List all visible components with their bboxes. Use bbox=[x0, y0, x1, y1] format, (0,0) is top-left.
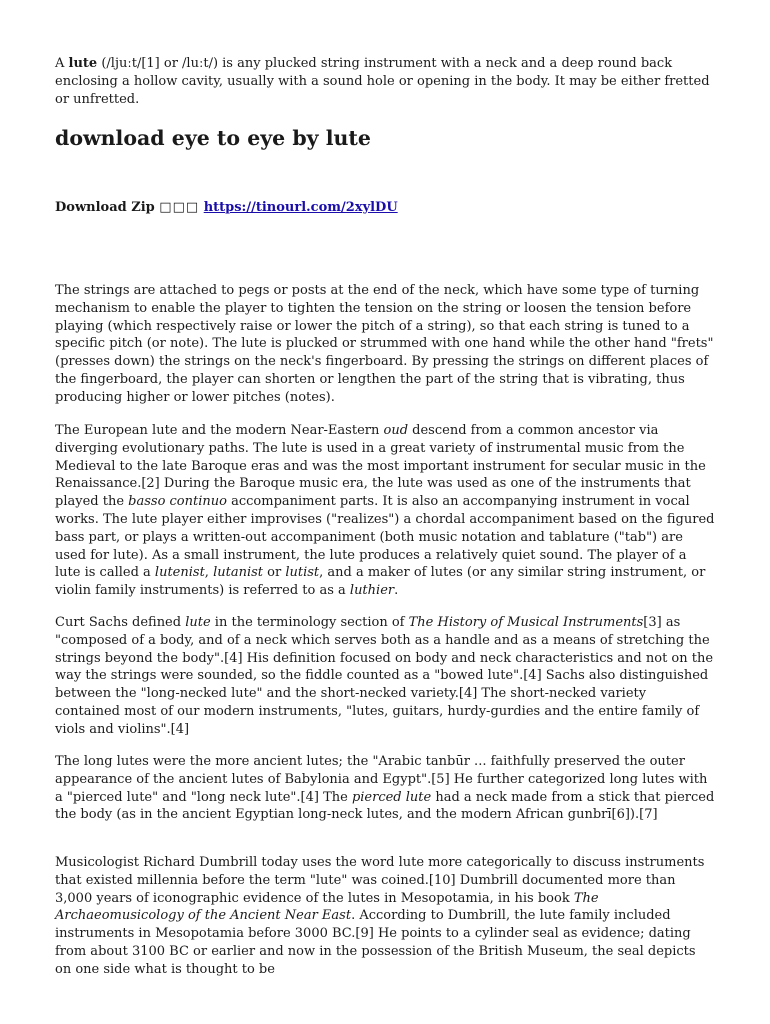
italic-term: pierced lute bbox=[351, 789, 432, 805]
paragraph-strings: The strings are attached to pegs or posts at the end of the neck, which have some type of turning mechanism to enable the player to tighten the tension on the string or loosen the tension before playing (which respectively raise or lower the pitch of a string), so that each string is tuned to a specific pitch (or note). The lute is plucked or strummed with one hand while the other hand "frets" (presses down) the strings on the neck's fingerboard. By pressing the strings on different places of the fingerboard, the player can shorten or lengthen the part of the string that is vibrating, thus producing higher or lower pitches (notes). bbox=[55, 283, 714, 405]
text-segment: , and a maker of lutes (or any similar string instrument, or violin family instruments) is referred to as a bbox=[55, 565, 706, 599]
text-segment: , bbox=[204, 565, 214, 581]
intro-text-rest: (/ljuːt/[1] or /luːt/) is any plucked string instrument with a neck and a deep round back enclosing a hollow cavity, usually with a sound hole or opening in the body. It may be either fretted or unfretted. bbox=[55, 56, 710, 107]
text-segment: The European lute and the modern Near-Eastern bbox=[55, 423, 384, 438]
text-segment: Curt Sachs defined bbox=[55, 615, 186, 630]
paragraph-curt-sachs bbox=[55, 614, 715, 739]
intro-paragraph bbox=[55, 55, 715, 108]
text-segment: Musicologist Richard Dumbrill today uses the word lute more categorically to discuss instruments that existed millennia before the term "lute" was coined.[10] Dumbrill documented more than 3,000 years of iconographic evidence of the lutes in Mesopotamia, in his book bbox=[55, 855, 705, 906]
paragraph-long-lutes bbox=[55, 753, 715, 824]
download-line bbox=[55, 199, 715, 217]
text-segment: had a neck made from a stick that pierced the body (as in the ancient Egyptian long-neck lutes, and the modern African gunbrī[6]).[7] bbox=[55, 789, 715, 823]
italic-book-title: The Archaeomusicology of the Ancient Near East bbox=[55, 890, 599, 924]
italic-term: basso continuo bbox=[128, 494, 227, 510]
text-segment: accompaniment parts. It is also an accompanying instrument in vocal works. The lute player either improvises ("realizes") a chordal accompaniment based on the figured bass part, or plays a written-out accompaniment (both music notation and tablature ("tab") are used for lute). As a small instrument, the lute produces a relatively quiet sound. The player of a lute is called a bbox=[55, 494, 715, 581]
italic-term: lutist bbox=[285, 565, 320, 581]
intro-text: A bbox=[55, 56, 69, 71]
download-label: Download Zip bbox=[55, 200, 155, 215]
text-segment: [3] as "composed of a body, and of a neck which serves both as a handle and as a means of stretching the strings beyond the body".[4] His definition focused on body and neck characteristics and not on the way the strings were sounded, so the fiddle counted as a "bowed lute".[4] Sachs also distinguished between the "long-necked lute" and the short-necked variety.[4] The short-necked variety contained most of our modern instruments, "lutes, guitars, hurdy-gurdies and the entire family of viols and violins".[4] bbox=[55, 615, 714, 737]
paragraph-european-lute bbox=[55, 422, 715, 600]
intro-term-lute: lute bbox=[68, 56, 98, 71]
text-segment: The long lutes were the more ancient lutes; the "Arabic tanbūr ... faithfully preserved the outer appearance of the ancient lutes of Babylonia and Egypt".[5] He further categorized long lutes with a "pierced lute" and "long neck lute".[4] The bbox=[55, 754, 708, 805]
paragraph-dumbrill bbox=[55, 854, 715, 979]
italic-term: lute bbox=[185, 615, 211, 630]
italic-book-title: The History of Musical Instruments bbox=[408, 615, 644, 630]
italic-term: oud bbox=[383, 423, 409, 438]
text-segment: . According to Dumbrill, the lute family included instruments in Mesopotamia before 3000 BC.[9] He points to a cylinder seal as evidence; dating from about 3100 BC or earlier and now in the possession of the British Museum, the seal depicts on one side what is thought to be bbox=[55, 908, 696, 977]
text-segment: in the terminology section of bbox=[210, 615, 409, 630]
italic-term: lutanist bbox=[213, 565, 263, 581]
text-segment: or bbox=[263, 565, 286, 581]
page-title: download eye to eye by lute bbox=[55, 126, 371, 150]
download-link[interactable]: https://tinourl.com/2xylDU bbox=[203, 200, 398, 215]
placeholder-box-icons: □□□ bbox=[159, 200, 200, 215]
text-segment: . bbox=[394, 583, 399, 599]
italic-term: luthier bbox=[349, 583, 395, 599]
text-segment: descend from a common ancestor via diverging evolutionary paths. The lute is used in a great variety of instrumental music from the Medieval to the late Baroque eras and was the most important instrument for secular music in the Renaissance.[2] During the Baroque music era, the lute was used as one of the instruments that played the bbox=[55, 423, 706, 510]
italic-term: lutenist bbox=[154, 565, 205, 581]
